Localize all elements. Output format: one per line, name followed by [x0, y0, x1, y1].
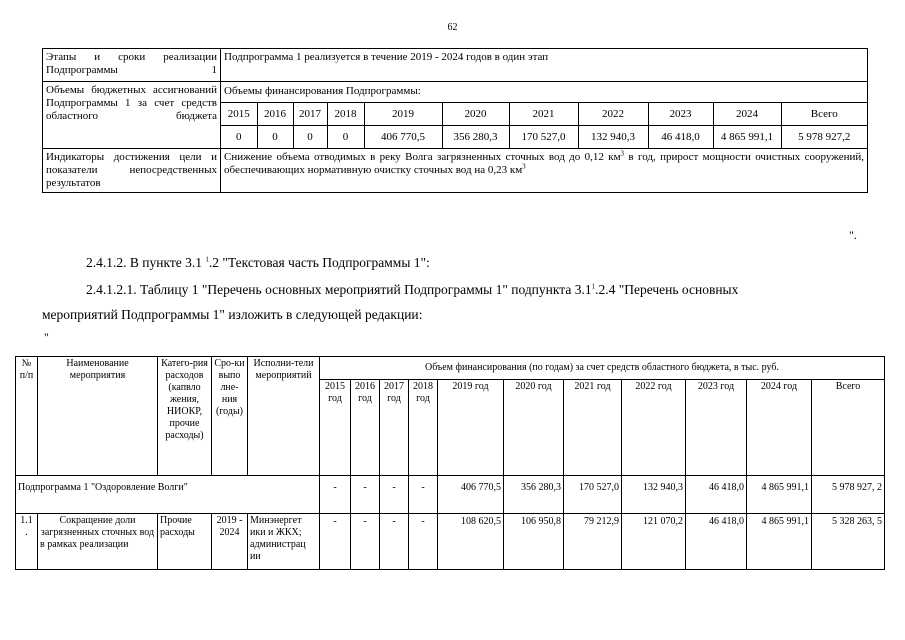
budget-amount-cell-8: 46 418,0	[648, 126, 713, 149]
stages-label: Этапы и сроки реализации Подпрограммы 1	[43, 49, 221, 82]
subprogram-value-cell-8: 46 418,0	[686, 476, 747, 514]
budget-amount-cell-4: 406 770,5	[364, 126, 442, 149]
budget-year-cell-8: 2023	[648, 103, 713, 126]
row-1-1-value-cell-3: -	[409, 514, 438, 570]
header-row-1	[16, 357, 885, 380]
passport-row-indicators	[43, 149, 868, 193]
passport-row-stages	[43, 49, 868, 82]
indicators-text-a: Снижение объема отводимых в реку Волга загрязненных сточных вод до 0,12 км	[224, 151, 621, 163]
subprogram-value-cell-9: 4 865 991,1	[747, 476, 812, 514]
subprogram-value-cell-2: -	[380, 476, 409, 514]
budget-years-table	[221, 102, 867, 148]
header-year-cell-2: 2017 год	[380, 380, 409, 476]
budget-amount-cell-10: 5 978 927,2	[781, 126, 867, 149]
budget-amount-cell-6: 170 527,0	[509, 126, 578, 149]
subprogram-label: Подпрограмма 1 "Оздоровление Волги"	[16, 476, 320, 514]
subprogram-value-cell-1: -	[351, 476, 380, 514]
row-1-1-value-cell-4: 108 620,5	[438, 514, 504, 570]
paragraph-2-4-1-2-1	[86, 281, 846, 298]
header-year-cell-9: 2024 год	[747, 380, 812, 476]
header-year-cell-1: 2016 год	[351, 380, 380, 476]
budget-amount-cell-9: 4 865 991,1	[713, 126, 781, 149]
indicators-sup-2: 3	[522, 162, 526, 171]
header-funding: Объем финансирования (по годам) за счет средств областного бюджета, в тыс. руб.	[320, 357, 885, 380]
indicators-value	[221, 149, 868, 193]
row-1-1-value-cell-1: -	[351, 514, 380, 570]
header-year-cell-3: 2018 год	[409, 380, 438, 476]
page-number: 62	[447, 22, 458, 33]
budget-year-cell-2: 2017	[293, 103, 327, 126]
row-1-1-value-cell-0: -	[320, 514, 351, 570]
budget-year-cell-6: 2021	[509, 103, 578, 126]
row-1-1-num: 1.1 .	[16, 514, 38, 570]
budget-year-cell-9: 2024	[713, 103, 781, 126]
header-executors: Исполни-тели мероприятий	[248, 357, 320, 476]
p2-sup: 1	[591, 282, 596, 291]
p1-text-b: .2 "Текстовая часть Подпрограммы 1":	[208, 255, 430, 270]
activities-table	[15, 356, 885, 570]
p1-text-a: 2.4.1.2. В пункте 3.1	[86, 255, 206, 270]
paragraph-2-4-1-2	[86, 254, 430, 271]
header-terms: Сро-ки выпо лне-ния (годы)	[212, 357, 248, 476]
subprogram-value-cell-0: -	[320, 476, 351, 514]
row-1-1-value-cell-10: 5 328 263, 5	[812, 514, 885, 570]
budget-year-cell-10: Всего	[781, 103, 867, 126]
passport-table	[42, 48, 868, 193]
header-year-cell-8: 2023 год	[686, 380, 747, 476]
row-1-1-executors: Минэнергет ики и ЖКХ; администрац ии	[248, 514, 320, 570]
budget-amount-cell-2: 0	[293, 126, 327, 149]
budget-year-cell-7: 2022	[578, 103, 648, 126]
budget-year-cell-0: 2015	[221, 103, 257, 126]
table-row-1-1	[16, 514, 885, 570]
budget-year-cell-1: 2016	[257, 103, 293, 126]
opening-quote: "	[44, 330, 49, 344]
budget-amount-cell-5: 356 280,3	[442, 126, 509, 149]
subprogram-value-cell-4: 406 770,5	[438, 476, 504, 514]
budget-year-cell-3: 2018	[327, 103, 364, 126]
row-1-1-value-cell-9: 4 865 991,1	[747, 514, 812, 570]
header-year-cell-6: 2021 год	[564, 380, 622, 476]
p1-sup: 1	[205, 255, 209, 264]
paragraph-continuation: мероприятий Подпрограммы 1" изложить в следующей редакции:	[42, 307, 423, 322]
budget-year-cell-5: 2020	[442, 103, 509, 126]
stages-value: Подпрограмма 1 реализуется в течение 2019 - 2024 годов в один этап	[221, 49, 868, 82]
row-1-1-category: Прочие расходы	[158, 514, 212, 570]
row-1-1-name: Сокращение доли загрязненных сточных вод в рамках реализации	[38, 514, 158, 570]
subprogram-value-cell-7: 132 940,3	[622, 476, 686, 514]
indicators-label: Индикаторы достижения цели и показатели непосредственных результатов	[43, 149, 221, 193]
budget-title: Объемы финансирования Подпрограммы:	[224, 85, 421, 97]
header-year-cell-7: 2022 год	[622, 380, 686, 476]
budget-years-row	[221, 103, 867, 126]
budget-amount-cell-7: 132 940,3	[578, 126, 648, 149]
passport-row-budget	[43, 82, 868, 149]
subprogram-row	[16, 476, 885, 514]
budget-amount-cell-1: 0	[257, 126, 293, 149]
budget-cell	[221, 82, 868, 149]
closing-quote: ".	[849, 228, 857, 242]
header-year-cell-5: 2020 год	[504, 380, 564, 476]
header-category: Катего-рия расходов (капвло жения, НИОКР, прочие расходы)	[158, 357, 212, 476]
budget-amount-cell-3: 0	[327, 126, 364, 149]
row-1-1-value-cell-6: 79 212,9	[564, 514, 622, 570]
budget-year-cell-4: 2019	[364, 103, 442, 126]
p2-text-a: 2.4.1.2.1. Таблицу 1 "Перечень основных мероприятий Подпрограммы 1" подпункта 3.1	[86, 282, 592, 297]
subprogram-value-cell-6: 170 527,0	[564, 476, 622, 514]
header-year-cell-10: Всего	[812, 380, 885, 476]
header-name: Наименование мероприятия	[38, 357, 158, 476]
header-year-cell-0: 2015 год	[320, 380, 351, 476]
row-1-1-value-cell-5: 106 950,8	[504, 514, 564, 570]
row-1-1-value-cell-2: -	[380, 514, 409, 570]
p2-text-b: .2.4 "Перечень основных	[595, 282, 739, 297]
indicators-sup-1: 3	[620, 149, 625, 158]
subprogram-value-cell-10: 5 978 927, 2	[812, 476, 885, 514]
header-num: № п/п	[16, 357, 38, 476]
row-1-1-value-cell-8: 46 418,0	[686, 514, 747, 570]
indicators-text-b: в год, прирост мощности очистных сооружений, обеспечивающих нормативную очистку сточных вод на 0,23 км	[224, 151, 864, 176]
budget-amounts-row	[221, 126, 867, 149]
subprogram-value-cell-5: 356 280,3	[504, 476, 564, 514]
header-year-cell-4: 2019 год	[438, 380, 504, 476]
budget-label: Объемы бюджетных ассигнований Подпрограммы 1 за счет средств областного бюджета	[43, 82, 221, 149]
subprogram-value-cell-3: -	[409, 476, 438, 514]
row-1-1-value-cell-7: 121 070,2	[622, 514, 686, 570]
row-1-1-terms: 2019 - 2024	[212, 514, 248, 570]
budget-amount-cell-0: 0	[221, 126, 257, 149]
